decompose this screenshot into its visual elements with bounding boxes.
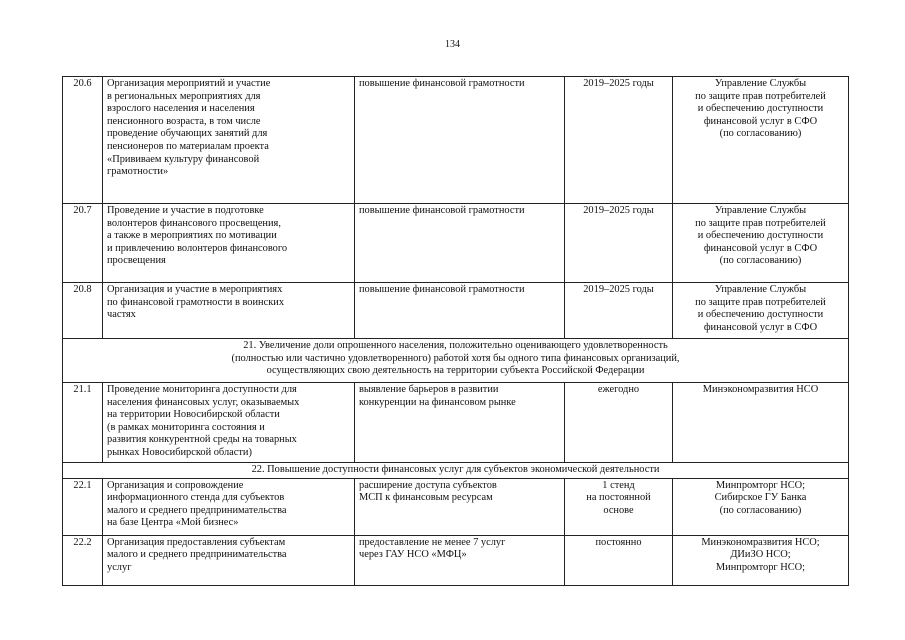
table-row bbox=[63, 478, 849, 535]
responsible-cell-line: (по согласованию) bbox=[719, 504, 802, 516]
responsible-cell-line: ДИиЗО НСО; bbox=[730, 549, 791, 561]
responsible-cell-line: Управление Службы bbox=[714, 284, 807, 295]
period-cell bbox=[565, 77, 673, 204]
period-cell-line: ежегодно bbox=[597, 384, 640, 395]
activity-cell-line: Организация мероприятий и участие bbox=[107, 78, 271, 89]
period-cell-line: основе bbox=[603, 504, 634, 516]
result-cell-line: предоставление не менее 7 услуг bbox=[359, 536, 506, 548]
responsible-cell-line: и обеспечению доступности bbox=[697, 309, 824, 321]
responsible-cell-line: Управление Службы bbox=[714, 78, 807, 89]
responsible-cell bbox=[673, 478, 849, 535]
result-cell-line: повышение финансовой грамотности bbox=[359, 284, 525, 295]
item-number: 22.1 bbox=[63, 478, 103, 535]
activity-cell bbox=[103, 383, 355, 463]
responsible-cell-line: финансовой услуг в СФО bbox=[703, 321, 818, 333]
responsible-cell-line: финансовой услуг в СФО bbox=[703, 115, 818, 127]
period-cell bbox=[565, 204, 673, 283]
activity-cell-line: рынках Новосибирской области) bbox=[107, 446, 252, 458]
activity-cell-line: Организация предоставления субъектам bbox=[107, 536, 286, 548]
activity-cell-line: услуг bbox=[107, 561, 132, 573]
result-cell bbox=[355, 383, 565, 463]
section-title-line: осуществляющих свою деятельность на территории субъекта Российской Федерации bbox=[266, 365, 645, 377]
responsible-cell-line: Минэкономразвития НСО bbox=[702, 384, 819, 395]
responsible-cell-line: Минэкономразвития НСО; bbox=[701, 536, 820, 548]
result-cell-line: через ГАУ НСО «МФЦ» bbox=[359, 549, 467, 561]
period-cell-line: 2019–2025 годы bbox=[583, 205, 654, 216]
period-cell bbox=[565, 383, 673, 463]
section-title bbox=[63, 339, 849, 383]
period-cell-line: на постоянной bbox=[586, 492, 651, 504]
responsible-cell-line: Управление Службы bbox=[714, 205, 807, 216]
item-number: 20.7 bbox=[63, 204, 103, 283]
responsible-cell-line: по защите прав потребителей bbox=[695, 217, 826, 229]
item-number: 21.1 bbox=[63, 383, 103, 463]
activity-cell-line: просвещения bbox=[107, 255, 166, 267]
responsible-cell-line: (по согласованию) bbox=[719, 255, 802, 267]
activity-cell-line: по финансовой грамотности в воинских bbox=[107, 296, 285, 308]
result-cell-line: повышение финансовой грамотности bbox=[359, 205, 525, 216]
activity-cell-line: на базе Центра «Мой бизнес» bbox=[107, 517, 239, 529]
activity-cell-line: информационного стенда для субъектов bbox=[107, 492, 285, 504]
activity-cell bbox=[103, 77, 355, 204]
activity-cell-line: (в рамках мониторинга состояния и bbox=[107, 421, 265, 433]
activity-cell-line: Организация и сопровождение bbox=[107, 479, 244, 491]
activity-cell-line: малого и среднего предпринимательства bbox=[107, 504, 287, 516]
activity-cell-line: населения финансовых услуг, оказываемых bbox=[107, 396, 300, 408]
period-cell bbox=[565, 478, 673, 535]
period-cell-line: 2019–2025 годы bbox=[583, 78, 654, 89]
activity-cell-line: Проведение мониторинга доступности для bbox=[107, 384, 297, 395]
period-cell bbox=[565, 283, 673, 339]
responsible-cell-line: Минпромторг НСО; bbox=[715, 561, 806, 573]
item-number: 20.6 bbox=[63, 77, 103, 204]
activity-cell-line: Организация и участие в мероприятиях bbox=[107, 284, 283, 295]
result-cell bbox=[355, 535, 565, 585]
page-number: 134 bbox=[445, 39, 460, 50]
responsible-cell bbox=[673, 204, 849, 283]
result-cell bbox=[355, 283, 565, 339]
table-row bbox=[63, 383, 849, 463]
responsible-cell-line: финансовой услуг в СФО bbox=[703, 242, 818, 254]
section-title-line: 22. Повышение доступности финансовых услуг для субъектов экономической деятельности bbox=[251, 464, 660, 475]
activity-cell-line: частях bbox=[107, 309, 136, 321]
table-row bbox=[63, 535, 849, 585]
responsible-cell-line: и обеспечению доступности bbox=[697, 103, 824, 115]
section-title-line: (полностью или частично удовлетворенного) работой хотя бы одного типа финансовых организаций, bbox=[231, 352, 680, 364]
result-cell bbox=[355, 77, 565, 204]
item-number: 22.2 bbox=[63, 535, 103, 585]
activity-cell-line: малого и среднего предпринимательства bbox=[107, 549, 287, 561]
responsible-cell bbox=[673, 535, 849, 585]
responsible-cell bbox=[673, 77, 849, 204]
activity-cell-line: на территории Новосибирской области bbox=[107, 409, 280, 421]
result-cell bbox=[355, 478, 565, 535]
activity-cell-line: пенсионеров по материалам проекта bbox=[107, 140, 269, 152]
period-cell bbox=[565, 535, 673, 585]
activity-cell-line: и привлечению волонтеров финансового bbox=[107, 242, 288, 254]
table-row bbox=[63, 283, 849, 339]
responsible-cell-line: Сибирское ГУ Банка bbox=[714, 492, 807, 504]
measures-table bbox=[62, 76, 849, 586]
activity-cell-line: а также в мероприятиях по мотивации bbox=[107, 230, 277, 242]
table-row bbox=[63, 77, 849, 204]
section-header-row bbox=[63, 339, 849, 383]
responsible-cell-line: по защите прав потребителей bbox=[695, 90, 826, 102]
responsible-cell-line: и обеспечению доступности bbox=[697, 230, 824, 242]
item-number: 20.8 bbox=[63, 283, 103, 339]
activity-cell bbox=[103, 535, 355, 585]
result-cell-line: конкуренции на финансовом рынке bbox=[359, 396, 516, 408]
responsible-cell-line: Минпромторг НСО; bbox=[715, 479, 806, 491]
activity-cell-line: Проведение и участие в подготовке bbox=[107, 205, 264, 216]
result-cell-line: МСП к финансовым ресурсам bbox=[359, 492, 493, 504]
result-cell-line: выявление барьеров в развитии bbox=[359, 384, 499, 395]
responsible-cell bbox=[673, 283, 849, 339]
section-title bbox=[63, 463, 849, 479]
activity-cell bbox=[103, 283, 355, 339]
section-header-row bbox=[63, 463, 849, 479]
activity-cell-line: в региональных мероприятиях для bbox=[107, 90, 261, 102]
activity-cell-line: грамотности» bbox=[107, 166, 169, 178]
period-cell-line: 1 стенд bbox=[602, 479, 635, 491]
result-cell bbox=[355, 204, 565, 283]
activity-cell-line: волонтеров финансового просвещения, bbox=[107, 217, 281, 229]
activity-cell-line: взрослого населения и населения bbox=[107, 103, 255, 115]
responsible-cell bbox=[673, 383, 849, 463]
responsible-cell-line: (по согласованию) bbox=[719, 128, 802, 140]
result-cell-line: расширение доступа субъектов bbox=[359, 479, 497, 491]
activity-cell-line: пенсионного возраста, в том числе bbox=[107, 115, 261, 127]
activity-cell bbox=[103, 478, 355, 535]
period-cell-line: 2019–2025 годы bbox=[583, 284, 654, 295]
activity-cell-line: проведение обучающих занятий для bbox=[107, 128, 268, 140]
result-cell-line: повышение финансовой грамотности bbox=[359, 78, 525, 89]
section-title-line: 21. Увеличение доли опрошенного населения, положительно оценивающего удовлетворенность bbox=[243, 340, 668, 351]
activity-cell bbox=[103, 204, 355, 283]
activity-cell-line: «Прививаем культуру финансовой bbox=[107, 153, 260, 165]
activity-cell-line: развития конкурентной среды на товарных bbox=[107, 434, 297, 446]
table-row bbox=[63, 204, 849, 283]
period-cell-line: постоянно bbox=[595, 536, 642, 548]
responsible-cell-line: по защите прав потребителей bbox=[695, 296, 826, 308]
